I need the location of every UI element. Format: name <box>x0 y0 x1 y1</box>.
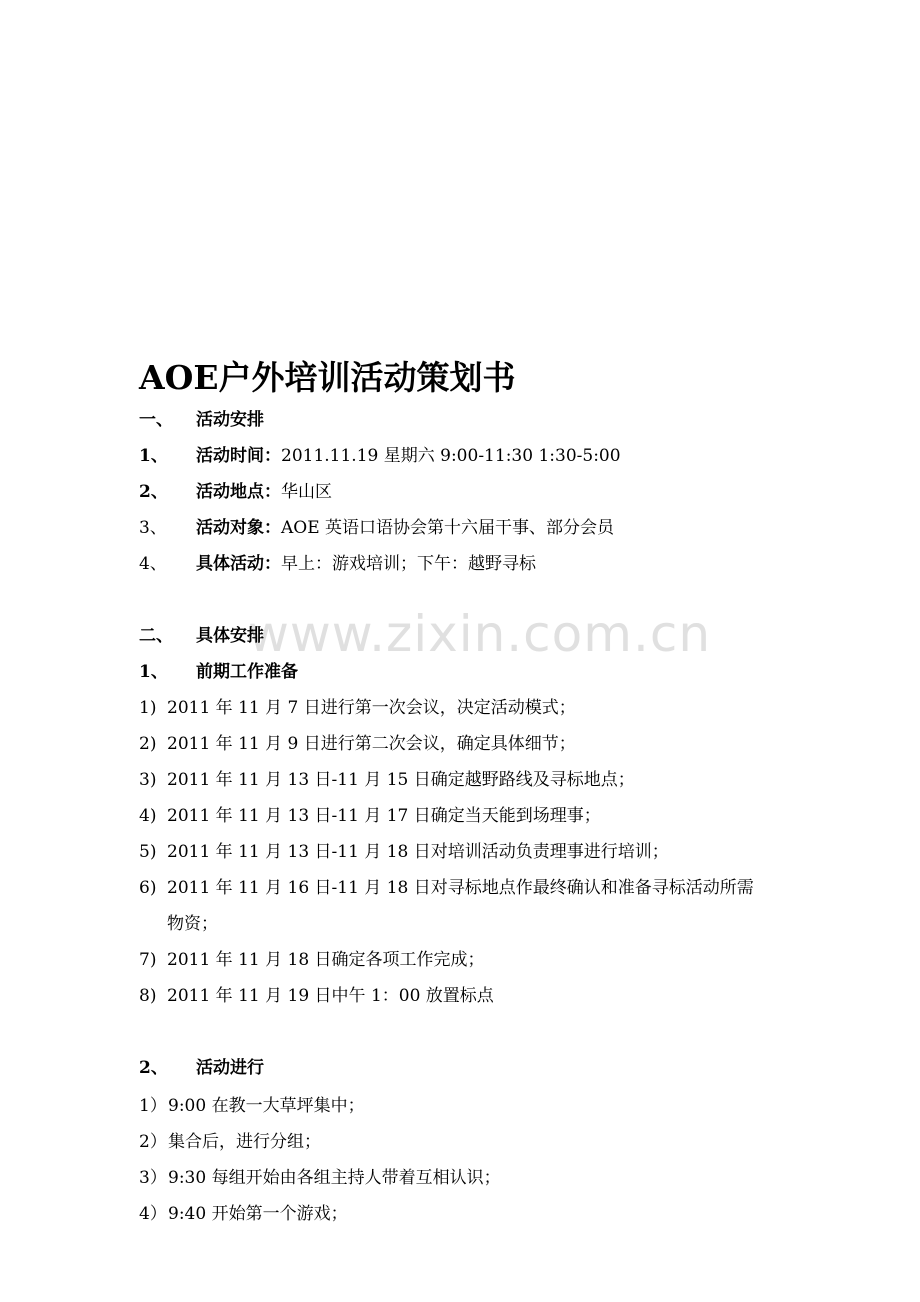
subsection-number: 1、 <box>139 662 168 682</box>
item-number: 1） <box>139 1096 167 1116</box>
item-number: 2、 <box>139 482 168 502</box>
item-text: 2011 年 11 月 13 日-11 月 18 日对培训活动负责理事进行培训； <box>167 842 669 862</box>
item-number: 3、 <box>139 518 167 538</box>
item-number: 3) <box>139 770 157 790</box>
subsection-title: 活动进行 <box>196 1058 264 1078</box>
section-title: 具体安排 <box>196 626 264 646</box>
subsection-title: 前期工作准备 <box>196 662 298 682</box>
subsection-number: 2、 <box>139 1058 168 1078</box>
item-number: 7) <box>139 950 157 970</box>
item-label: 活动地点： <box>196 482 281 502</box>
item-number: 4、 <box>139 554 167 574</box>
item-number: 5) <box>139 842 157 862</box>
item-number: 1) <box>139 698 157 718</box>
item-text: 9:00 在教一大草坪集中； <box>168 1096 365 1116</box>
item-text: 2011 年 11 月 13 日-11 月 17 日确定当天能到场理事； <box>167 806 601 826</box>
item-number: 8) <box>139 986 157 1006</box>
item-text: 2011 年 11 月 13 日-11 月 15 日确定越野路线及寻标地点； <box>167 770 635 790</box>
item-number: 1、 <box>139 446 168 466</box>
item-text: 2011 年 11 月 19 日中午 1：00 放置标点 <box>167 986 494 1006</box>
item-text: 2011 年 11 月 16 日-11 月 18 日对寻标地点作最终确认和准备寻标活动所需 <box>167 878 754 898</box>
item-text: 9:30 每组开始由各组主持人带着互相认识； <box>168 1168 501 1188</box>
item-value: 华山区 <box>281 482 332 502</box>
section-number: 二、 <box>139 626 173 646</box>
item-number: 4） <box>139 1204 167 1224</box>
watermark: www.zixin.com.cn <box>248 605 712 663</box>
item-text: 2011 年 11 月 9 日进行第二次会议，确定具体细节； <box>167 734 576 754</box>
item-number: 6) <box>139 878 157 898</box>
item-number: 2) <box>139 734 157 754</box>
section-number: 一、 <box>139 410 173 430</box>
section-title: 活动安排 <box>196 410 264 430</box>
item-label: 活动对象： <box>196 518 281 538</box>
item-text: 9:40 开始第一个游戏； <box>168 1204 348 1224</box>
item-label: 具体活动： <box>196 554 281 574</box>
item-label: 活动时间： <box>196 446 281 466</box>
item-number: 2） <box>139 1132 167 1152</box>
item-text: 2011 年 11 月 7 日进行第一次会议，决定活动模式； <box>167 698 576 718</box>
item-text: 集合后，进行分组； <box>168 1132 321 1152</box>
item-text: 2011 年 11 月 18 日确定各项工作完成； <box>167 950 485 970</box>
item-value: 2011.11.19 星期六 9:00-11:30 1:30-5:00 <box>281 446 621 466</box>
page-title: AOE户外培训活动策划书 <box>139 358 516 397</box>
list-item-continuation: 物资； <box>167 914 218 934</box>
item-number: 4) <box>139 806 157 826</box>
item-value: AOE 英语口语协会第十六届干事、部分会员 <box>281 518 615 538</box>
item-number: 3） <box>139 1168 167 1188</box>
item-value: 早上：游戏培训；下午：越野寻标 <box>281 554 536 574</box>
